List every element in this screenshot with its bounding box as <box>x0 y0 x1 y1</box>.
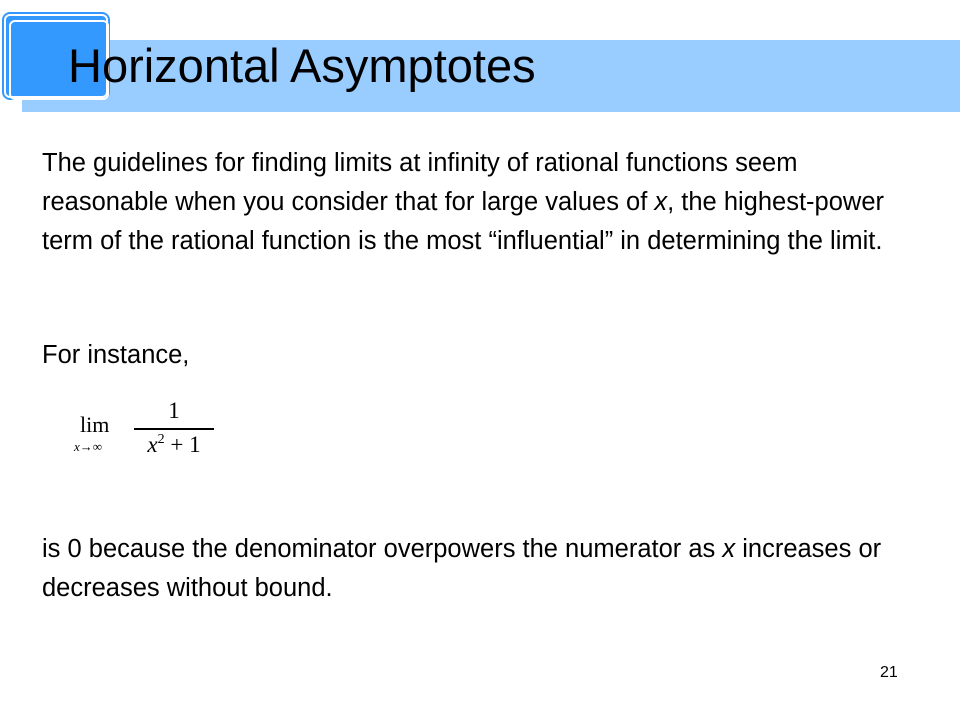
lim-operator: lim <box>80 412 110 437</box>
lim-subscript-arrow: →∞ <box>79 439 103 454</box>
fraction-denominator <box>132 432 216 458</box>
intro-var-x: x <box>654 188 668 216</box>
lim-subscript-var: x <box>74 439 80 454</box>
fraction-bar <box>134 428 214 430</box>
intro-text-b: , the highest-power term of the rational function is the most “influential” in determining the limit. <box>42 188 884 255</box>
fraction <box>132 396 216 466</box>
conclusion-text-b: increases or decreases without bound. <box>42 535 882 602</box>
page-number: 21 <box>880 664 898 681</box>
conclusion-var-x: x <box>722 535 736 563</box>
conclusion-paragraph <box>42 530 922 608</box>
limit-formula <box>72 396 232 466</box>
slide-title: Horizontal Asymptotes <box>68 39 536 92</box>
denominator-exponent: 2 <box>157 432 165 447</box>
instance-paragraph: For instance, <box>42 341 190 369</box>
conclusion-text-a: is 0 because the denominator overpowers the numerator as <box>42 535 723 563</box>
fraction-numerator: 1 <box>168 398 180 423</box>
intro-text-a: The guidelines for finding limits at infinity of rational functions seem reasonable when you consider that for large values of <box>42 149 798 216</box>
lim-subscript <box>74 440 102 453</box>
denominator-rest: + 1 <box>164 432 201 457</box>
intro-paragraph <box>42 144 922 261</box>
denominator-var: x <box>147 432 158 457</box>
